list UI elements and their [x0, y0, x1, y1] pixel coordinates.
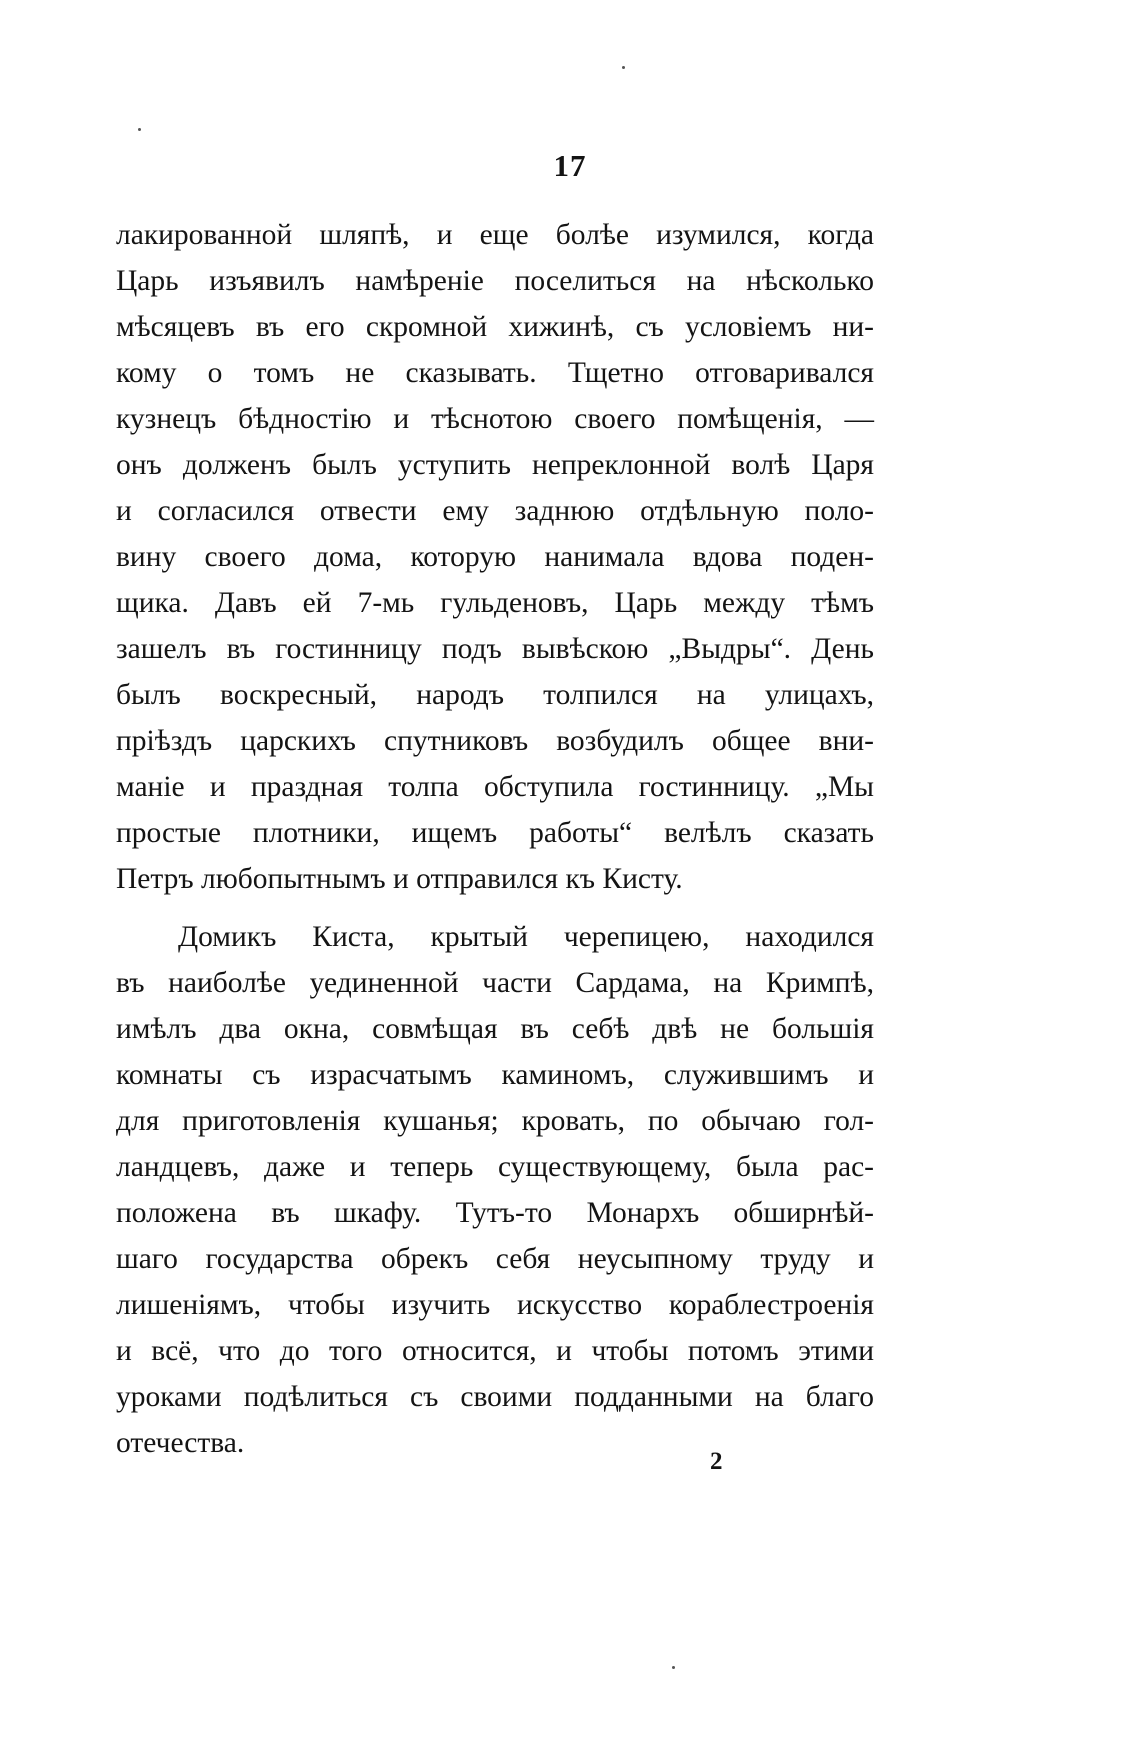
- text-line: и всё, что до того относится, и чтобы потомъ этими: [116, 1335, 874, 1367]
- text-line: отечества.: [116, 1427, 245, 1459]
- paragraph-gap: [116, 902, 874, 914]
- text-line: въ наиболѣе уединенной части Сардама, на Кримпѣ,: [116, 967, 874, 999]
- paper-speck: [138, 128, 141, 131]
- text-line: ландцевъ, даже и теперь существующему, была рас-: [116, 1151, 874, 1183]
- text-line: и согласился отвести ему заднюю отдѣльную поло-: [116, 495, 874, 527]
- paper-speck: [672, 1666, 675, 1669]
- text-line: положена въ шкафу. Тутъ-то Монархъ обширнѣй-: [116, 1197, 874, 1229]
- text-line: лишеніямъ, чтобы изучить искусство кораблестроенія: [116, 1289, 874, 1321]
- text-line: вину своего дома, которую нанимала вдова поден-: [116, 541, 874, 573]
- text-line: комнаты съ израсчатымъ каминомъ, служившимъ и: [116, 1059, 874, 1091]
- body-text: [116, 212, 874, 1466]
- text-line: маніе и праздная толпа обступила гостинницу. „Мы: [116, 771, 874, 803]
- paragraph: [116, 212, 874, 902]
- text-line: кузнецъ бѣдностію и тѣснотою своего помѣщенія, —: [116, 403, 874, 435]
- text-line: былъ воскресный, народъ толпился на улицахъ,: [116, 679, 874, 711]
- text-line: для приготовленія кушанья; кровать, по обычаю гол-: [116, 1105, 874, 1137]
- text-line: пріѣздъ царскихъ спутниковъ возбудилъ общее вни-: [116, 725, 874, 757]
- text-line: мѣсяцевъ въ его скромной хижинѣ, съ условіемъ ни-: [116, 311, 874, 343]
- text-line: простые плотники, ищемъ работы“ велѣлъ сказать: [116, 817, 874, 849]
- text-line: Домикъ Киста, крытый черепицею, находился: [178, 921, 874, 953]
- text-line: уроками подѣлиться съ своими подданными на благо: [116, 1381, 874, 1413]
- text-line: лакированной шляпѣ, и еще болѣе изумился, когда: [116, 219, 874, 251]
- paper-speck: [622, 66, 625, 69]
- text-line: зашелъ въ гостинницу подъ вывѣскою „Выдры“. День: [116, 633, 874, 665]
- text-line: кому о томъ не сказывать. Тщетно отговаривался: [116, 357, 874, 389]
- printers-signature-mark: 2: [710, 1448, 723, 1475]
- text-line: шаго государства обрекъ себя неусыпному труду и: [116, 1243, 874, 1275]
- text-line: Царь изъявилъ намѣреніе поселиться на нѣсколько: [116, 265, 874, 297]
- text-line: онъ долженъ былъ уступить непреклонной волѣ Царя: [116, 449, 874, 481]
- paragraph: [116, 914, 874, 1466]
- text-line: имѣлъ два окна, совмѣщая въ себѣ двѣ не большія: [116, 1013, 874, 1045]
- text-line: щика. Давъ ей 7-мь гульденовъ, Царь между тѣмъ: [116, 587, 874, 619]
- page-number: 17: [553, 148, 587, 183]
- text-line: Петръ любопытнымъ и отправился къ Кисту.: [116, 863, 683, 895]
